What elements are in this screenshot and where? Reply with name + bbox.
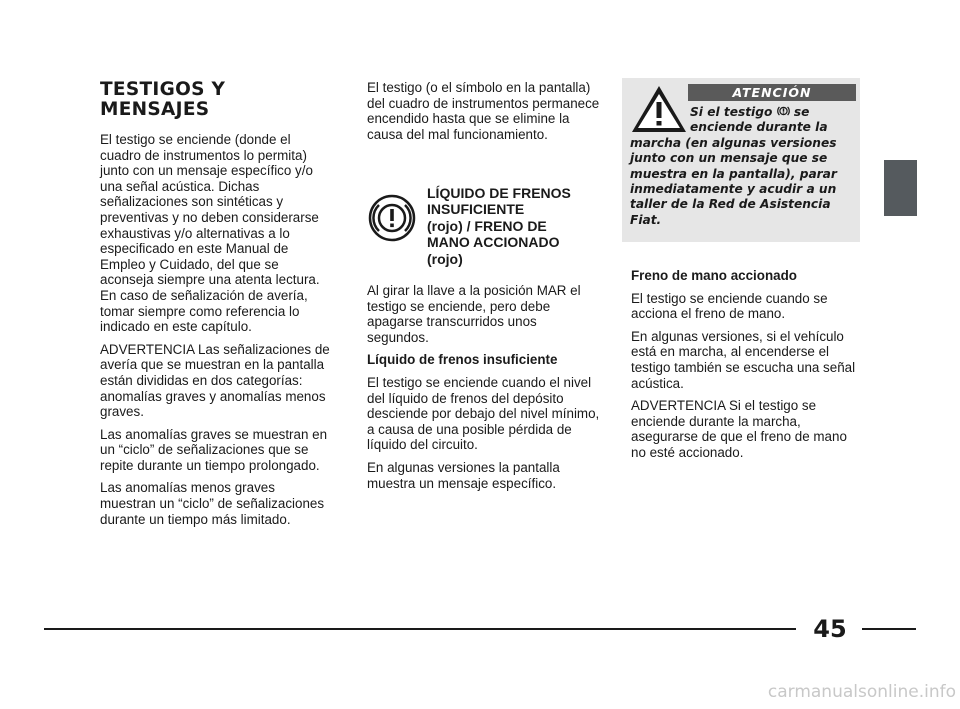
paragraph: El testigo (o el símbolo en la pantalla) del cuadro de instrumentos permanece encendido hasta que se elimine la causa del mal funcionamiento. [367,80,600,142]
section-heading: TESTIGOS Y MENSAJES [100,79,226,120]
paragraph: Al girar la llave a la posición MAR el testigo se enciende, pero debe apagarse transcurridos unos segundos. [367,283,581,345]
paragraph: El testigo se enciende cuando el nivel del líquido de frenos del depósito desciende por debajo del nivel mínimo, a causa de una posible pérdida de líquido del circuito. [367,374,600,453]
indicator-title: LÍQUIDO DE FRENOS INSUFICIENTE (rojo) / FRENO DE MANO ACCIONADO (rojo) [427,185,571,267]
subheading: Líquido de frenos insuficiente [367,352,558,368]
warning-text-first-line [630,105,854,136]
paragraph: Las anomalías menos graves muestran un “ciclo” de señalizaciones durante un tiempo más limitado. [100,480,325,527]
footer-rule [862,628,916,630]
brake-warning-icon [367,193,417,243]
warning-text [630,105,854,228]
section-tab-marker [884,160,917,216]
subheading: Freno de mano accionado [631,268,797,283]
brake-warning-icon [777,105,790,117]
column-2-lower [367,283,602,498]
warning-box [622,78,860,242]
warning-text-part: se enciende durante la [690,105,828,135]
watermark: carmanualsonline.info [767,682,956,702]
column-1 [100,80,332,534]
paragraph: ADVERTENCIA Si el testigo se enciende durante la marcha, asegurarse de que el freno de mano no esté accionado. [631,398,847,460]
paragraph: El testigo se enciende (donde el cuadro de instrumentos lo permita) junto con un mensaje específico y/o una señal acústica. Dichas señalizaciones son sintéticas y preventivas y no deben considerarse exhaustivas y/o alternativas a lo especificado en este Manual de Empleo y Cuidado, del que se aconseja siempre una atenta lectura. En caso de señalización de avería, tomar siempre como referencia lo indicado en este capítulo. [100,132,320,335]
warning-text-part: Si el testigo [690,105,777,119]
paragraph: En algunas versiones la pantalla muestra un mensaje específico. [367,459,560,491]
paragraph: Las anomalías graves se muestran en un “ciclo” de señalizaciones que se repite durante un tiempo prolongado. [100,426,328,473]
paragraph: En algunas versiones, si el vehículo está en marcha, al encenderse el testigo también se escucha una señal acústica. [631,328,856,391]
footer-rule [44,628,796,630]
warning-text-rest: marcha (en algunas versiones junto con un mensaje que se muestra en la pantalla), parar inmediatamente y acudir a un taller de la Red de Asistencia Fiat. [630,135,837,227]
warning-banner: ATENCIÓN [688,84,856,101]
column-2 [367,80,602,149]
paragraph: ADVERTENCIA Las señalizaciones de avería que se muestran en la pantalla están divididas en dos categorías: anomalías graves y anomalías menos graves. [100,341,330,420]
column-3 [631,268,861,468]
paragraph: El testigo se enciende cuando se acciona el freno de mano. [631,290,828,322]
page-number: 45 [813,615,847,643]
indicator-block [367,185,607,280]
